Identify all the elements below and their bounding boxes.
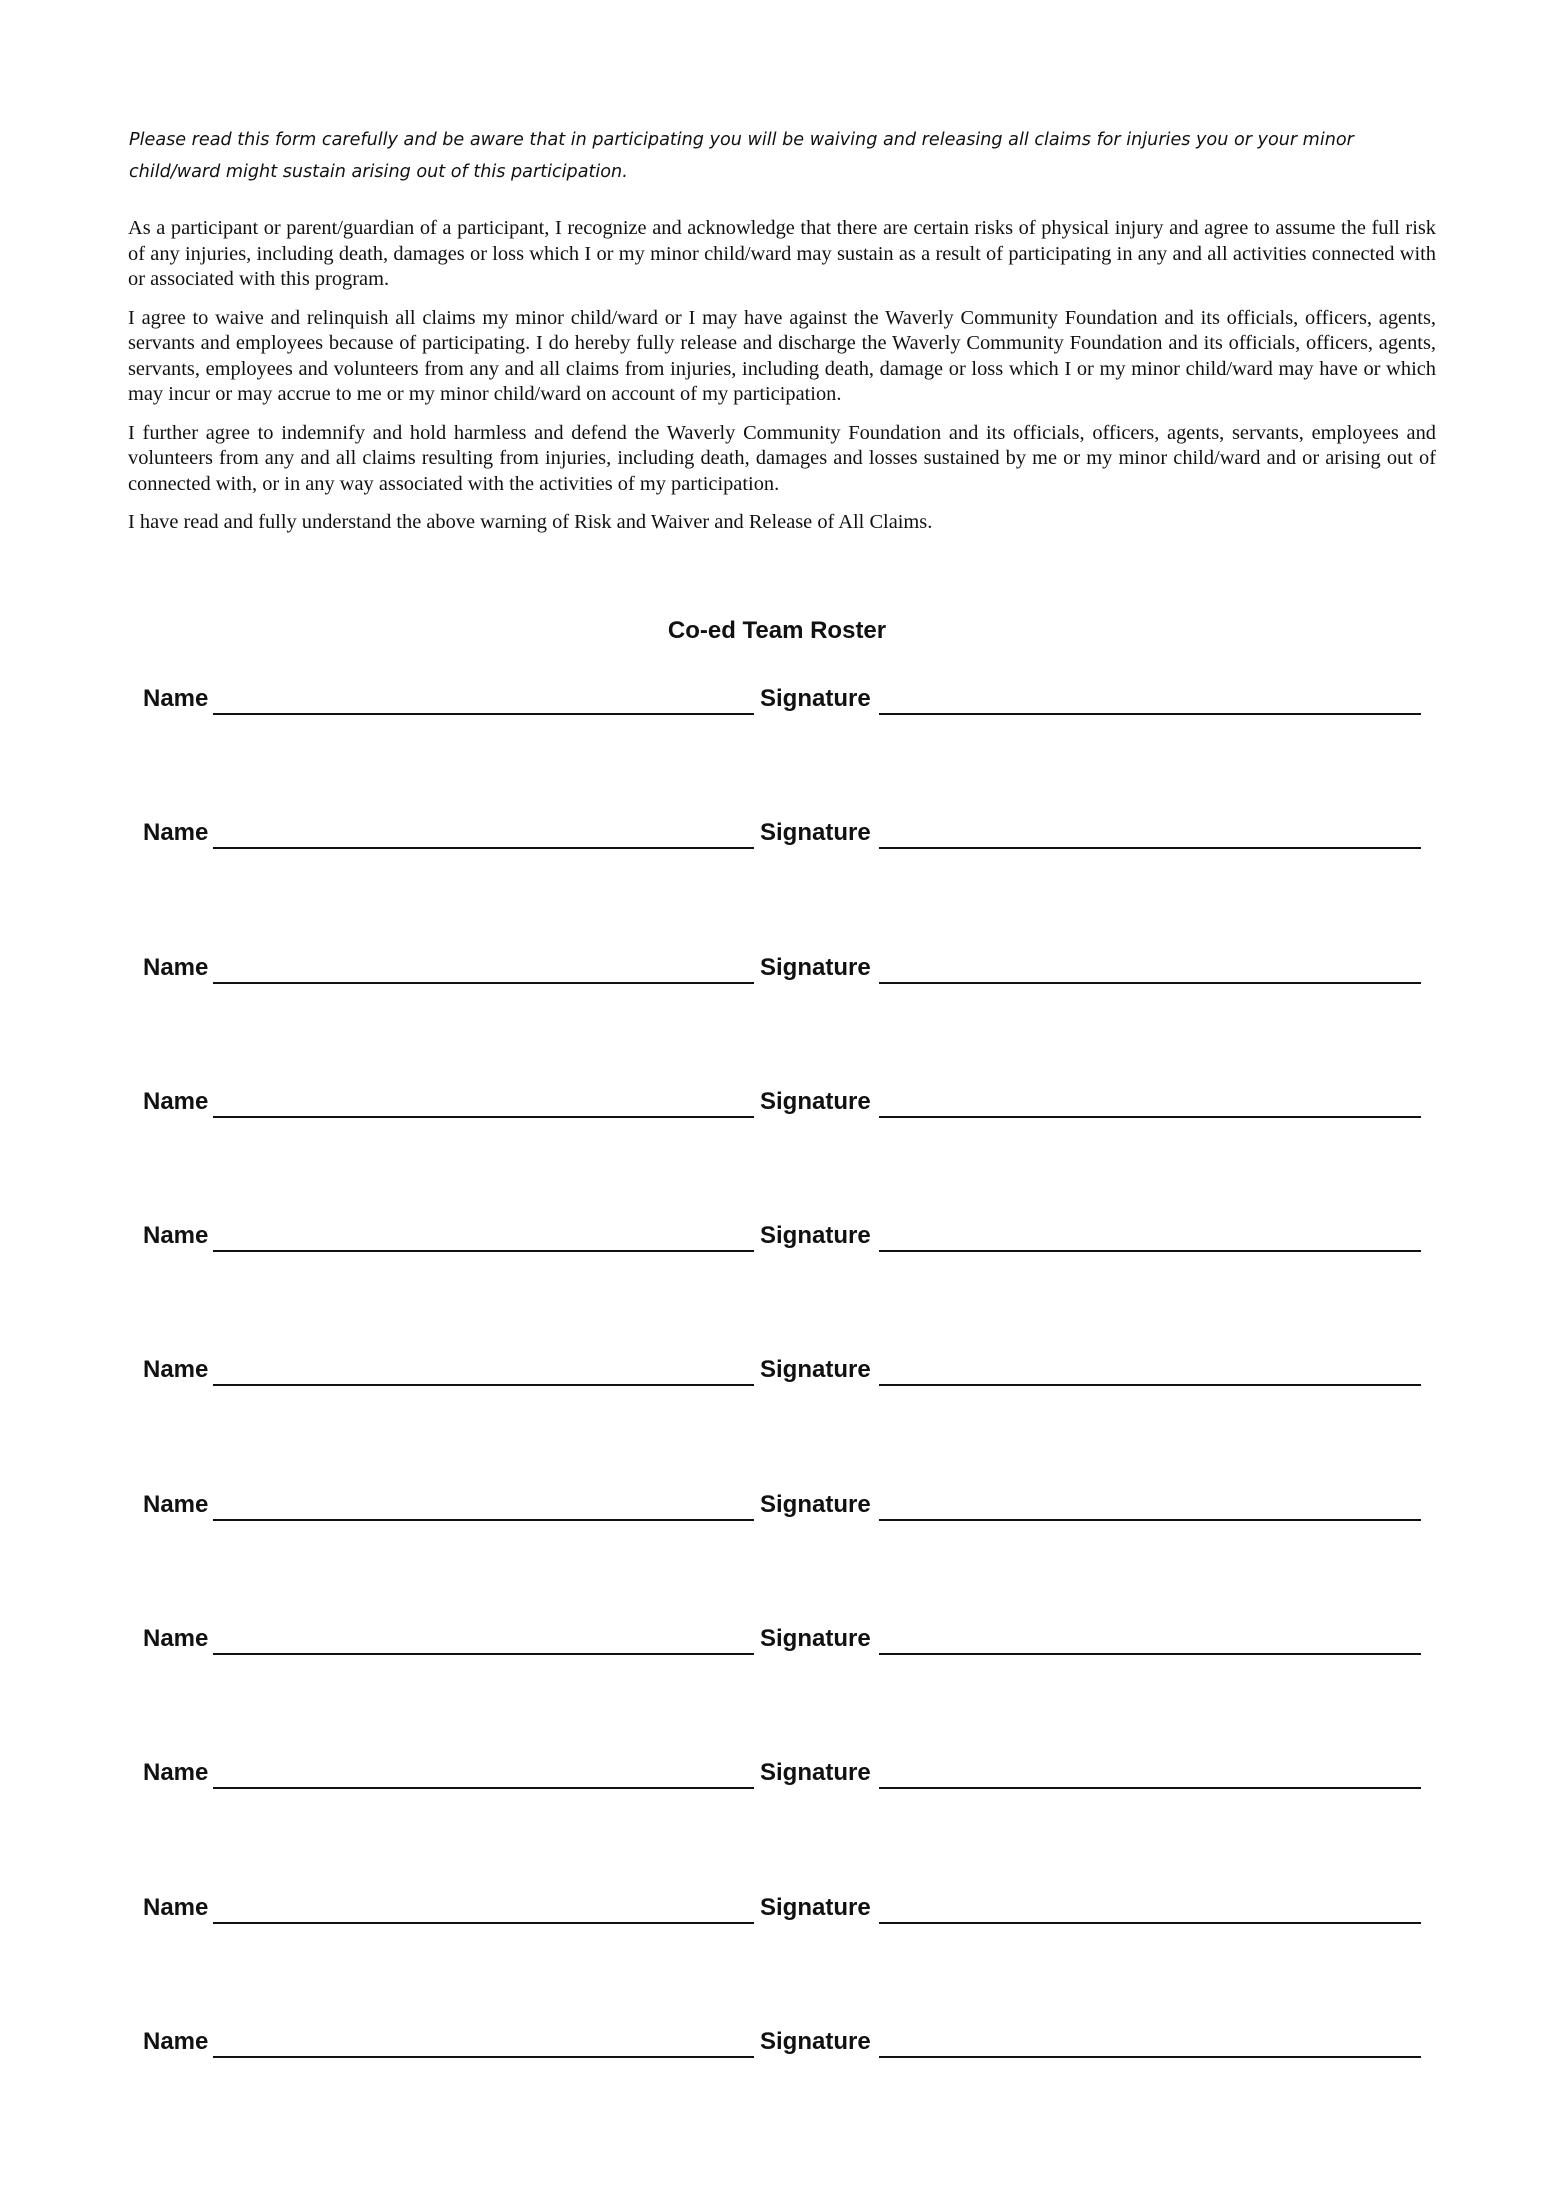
name-label: Name bbox=[143, 1759, 209, 1787]
waiver-paragraph-3: I further agree to indemnify and hold harmless and defend the Waverly Community Foundation and its officials, officers, agents, servants, employees and volunteers from any and all claims resulting from injuries, including death, damages and losses sustained by me or my minor child/ward and or arising out of connected with, or in any way associated with the activities of my participation. bbox=[128, 421, 1436, 495]
name-label: Name bbox=[143, 1087, 209, 1115]
signature-label: Signature bbox=[760, 1222, 871, 1250]
name-field[interactable] bbox=[213, 847, 754, 849]
name-field[interactable] bbox=[213, 1116, 754, 1118]
name-label: Name bbox=[143, 819, 209, 847]
signature-field[interactable] bbox=[879, 1250, 1421, 1252]
signature-field[interactable] bbox=[879, 2056, 1421, 2058]
roster-row bbox=[143, 816, 1423, 950]
signature-field[interactable] bbox=[879, 1116, 1421, 1118]
name-field[interactable] bbox=[213, 1787, 754, 1789]
notice-line-2: child/ward might sustain arising out of this participation. bbox=[129, 162, 628, 182]
roster-row bbox=[143, 2025, 1423, 2159]
name-label: Name bbox=[143, 685, 209, 712]
signature-field[interactable] bbox=[879, 982, 1421, 984]
signature-field[interactable] bbox=[879, 713, 1421, 715]
name-field[interactable] bbox=[213, 713, 754, 715]
name-label: Name bbox=[143, 1222, 209, 1250]
name-field[interactable] bbox=[213, 2056, 754, 2058]
signature-field[interactable] bbox=[879, 1384, 1421, 1386]
signature-field[interactable] bbox=[879, 1519, 1421, 1521]
signature-field[interactable] bbox=[879, 1653, 1421, 1655]
roster-row bbox=[143, 1622, 1423, 1756]
name-label: Name bbox=[143, 953, 209, 981]
name-label: Name bbox=[143, 1490, 209, 1518]
name-field[interactable] bbox=[213, 1250, 754, 1252]
signature-label: Signature bbox=[760, 819, 871, 847]
roster-row bbox=[143, 682, 1423, 816]
waiver-paragraph-2: I agree to waive and relinquish all claims my minor child/ward or I may have against the Waverly Community Foundation and its officials, officers, agents, servants and employees because of participating. I do hereby fully release and discharge the Waverly Community Foundation and its officials, officers, agents, servants, employees and volunteers from any and all claims from injuries, including death, damage or loss which I or my minor child/ward may have or which may incur or may accrue to me or my minor child/ward on account of my participation. bbox=[128, 306, 1436, 405]
roster-list bbox=[143, 682, 1423, 2159]
roster-title: Co-ed Team Roster bbox=[667, 617, 887, 644]
signature-field[interactable] bbox=[879, 1922, 1421, 1924]
waiver-body bbox=[128, 216, 1436, 549]
notice-line-1: Please read this form carefully and be aware that in participating you will be waiving and releasing all claims for injuries you or your minor bbox=[129, 130, 1354, 150]
roster-row bbox=[143, 1756, 1423, 1890]
name-field[interactable] bbox=[213, 1519, 754, 1521]
roster-row bbox=[143, 951, 1423, 1085]
name-label: Name bbox=[143, 2027, 209, 2055]
signature-label: Signature bbox=[760, 1893, 871, 1921]
waiver-notice bbox=[129, 124, 1429, 188]
name-field[interactable] bbox=[213, 1922, 754, 1924]
waiver-paragraph-1: As a participant or parent/guardian of a participant, I recognize and acknowledge that there are certain risks of physical injury and agree to assume the full risk of any injuries, including death, damages or loss which I or my minor child/ward may sustain as a result of participating in any and all activities connected with or associated with this program. bbox=[128, 217, 1436, 290]
roster-row bbox=[143, 1488, 1423, 1622]
name-label: Name bbox=[143, 1893, 209, 1921]
signature-field[interactable] bbox=[879, 847, 1421, 849]
roster-row bbox=[143, 1891, 1423, 2025]
signature-label: Signature bbox=[760, 1625, 871, 1653]
signature-label: Signature bbox=[760, 1490, 871, 1518]
roster-row bbox=[143, 1085, 1423, 1219]
signature-label: Signature bbox=[760, 1356, 871, 1384]
name-field[interactable] bbox=[213, 982, 754, 984]
signature-label: Signature bbox=[760, 1087, 871, 1115]
signature-label: Signature bbox=[760, 953, 871, 981]
signature-field[interactable] bbox=[879, 1787, 1421, 1789]
name-field[interactable] bbox=[213, 1653, 754, 1655]
waiver-paragraph-4: I have read and fully understand the above warning of Risk and Waiver and Release of All Claims. bbox=[128, 511, 933, 533]
roster-row bbox=[143, 1219, 1423, 1353]
name-field[interactable] bbox=[213, 1384, 754, 1386]
name-label: Name bbox=[143, 1625, 209, 1653]
roster-row bbox=[143, 1353, 1423, 1487]
signature-label: Signature bbox=[760, 2027, 871, 2055]
signature-label: Signature bbox=[760, 1759, 871, 1787]
name-label: Name bbox=[143, 1356, 209, 1384]
signature-label: Signature bbox=[760, 685, 871, 712]
